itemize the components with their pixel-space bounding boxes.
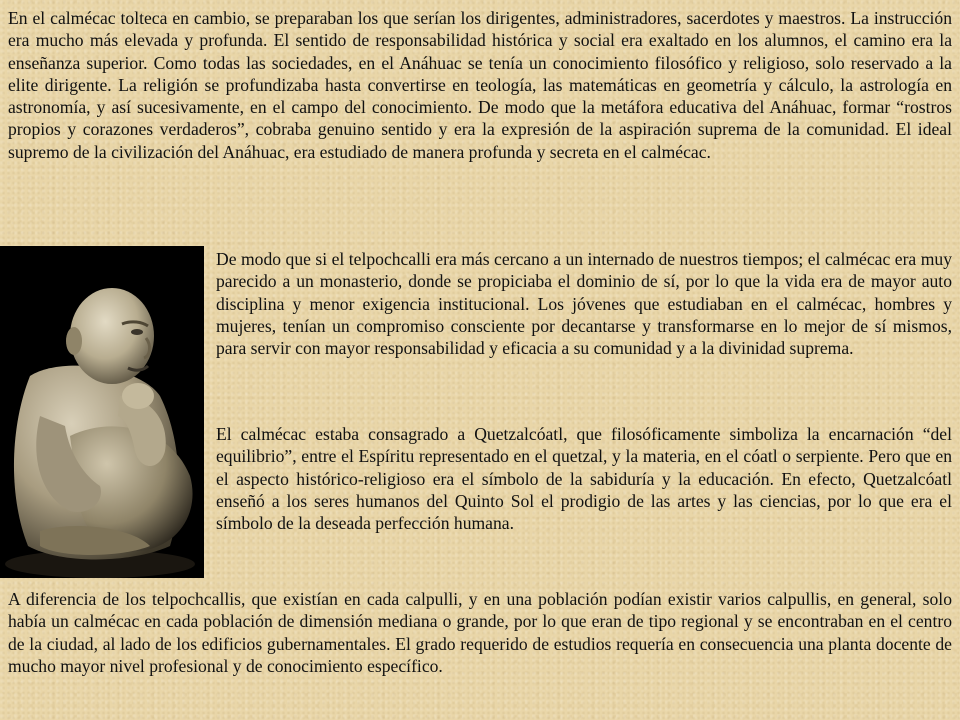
seated-figure-sculpture-icon	[0, 246, 204, 578]
paragraph-intro: En el calmécac tolteca en cambio, se preparaban los que serían los dirigentes, administradores, sacerdotes y maestros. La instrucción era mucho más elevada y profunda. El sentido de responsabilidad histórica y social era exaltado en los alumnos, el camino era la enseñanza superior. Como todas las sociedades, en el Anáhuac se tenía un conocimiento filosófico y religioso, solo reservado a la elite dirigente. La religión se profundizaba hasta convertirse en teología, las matemáticas en geometría y cálculo, la astrología en astronomía, y así sucesivamente, en el campo del conocimiento. De modo que la metáfora educativa del Anáhuac, formar “rostros propios y corazones verdaderos”, cobraba genuino sentido y era la expresión de la aspiración suprema de la comunidad. El ideal supremo de la civilización del Anáhuac, era estudiado de manera profunda y secreta en el calmécac.	[8, 8, 952, 162]
paragraph-regional: A diferencia de los telpochcallis, que existían en cada calpulli, y en una población podían existir varios calpullis, en general, solo había un calmécac en cada población de dimensión mediana o grande, por lo que eran de tipo regional y se encontraban en el centro de la ciudad, al lado de los edificios gubernamentales. El grado requerido de estudios requería en consecuencia una planta docente de mucho mayor nivel profesional y de conocimiento específico.	[8, 589, 952, 676]
paragraph-monastery: De modo que si el telpochcalli era más cercano a un internado de nuestros tiempos; el calmécac era muy parecido a un monasterio, donde se propiciaba el dominio de sí, por lo que la vida era de mayor auto disciplina y menor exigencia institucional. Los jóvenes que estudiaban en el calmécac, hombres y mujeres, tenían un compromiso consciente por decantarse y transformarse en lo mejor de sí mismos, para servir con mayor responsabilidad y eficacia a su comunidad y a la divinidad suprema.	[216, 249, 952, 359]
sculpture-photo	[0, 246, 204, 578]
paragraph-quetzalcoatl: El calmécac estaba consagrado a Quetzalcóatl, que filosóficamente simboliza la encarnación “del equilibrio”, entre el Espíritu representado en el quetzal, y la materia, en el cóatl o serpiente. Pero que en el aspecto histórico-religioso era el símbolo de la sabiduría y la educación. En efecto, Quetzalcóatl enseñó a los seres humanos del Quinto Sol el prodigio de las artes y las ciencias, por lo que era el símbolo de la deseada perfección humana.	[216, 424, 952, 534]
